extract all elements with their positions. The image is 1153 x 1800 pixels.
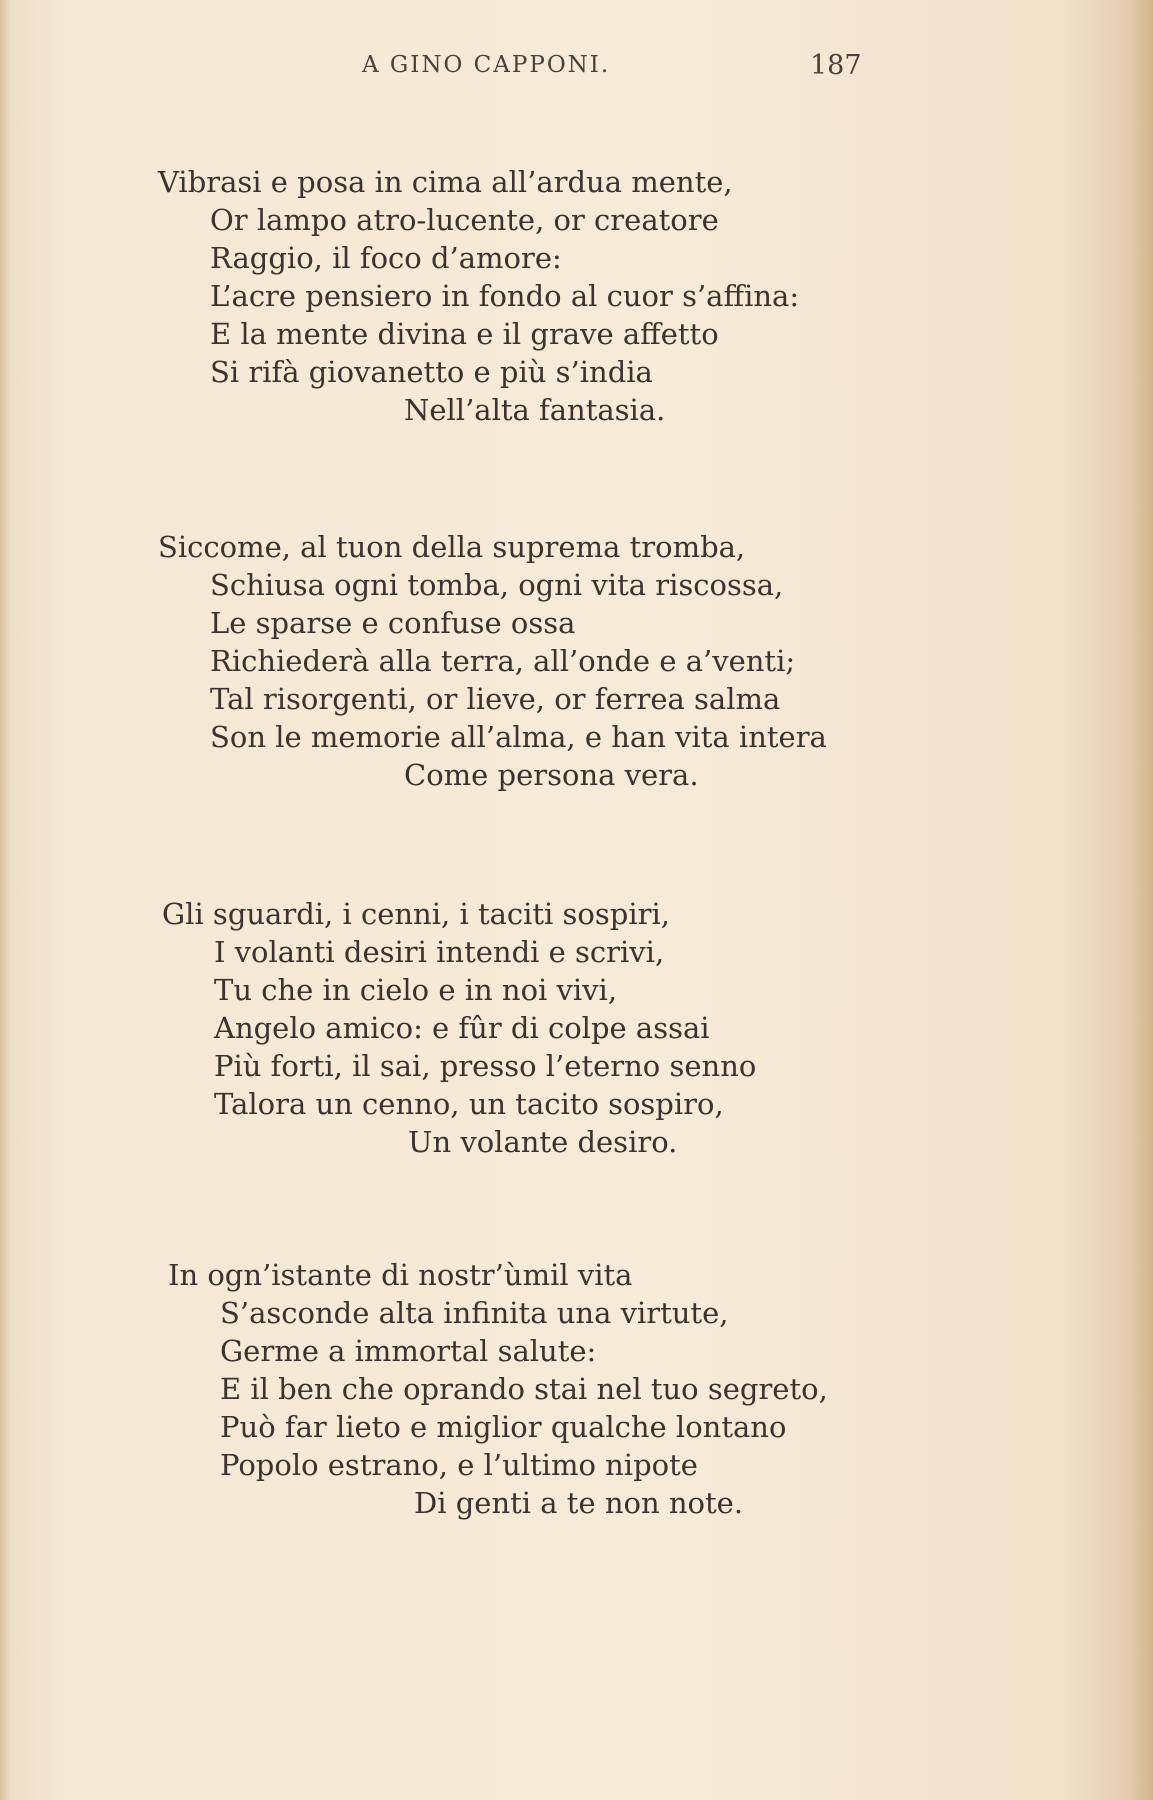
page-gutter-shadow: [0, 0, 10, 1800]
verse-line: Popolo estrano, e l’ultimo nipote: [220, 1448, 698, 1482]
verse-line: Le sparse e confuse ossa: [210, 606, 576, 640]
verse-line: Più forti, il sai, presso l’eterno senno: [214, 1049, 757, 1083]
verse-line: Raggio, il foco d’amore:: [210, 241, 562, 275]
verse-line: Siccome, al tuon della suprema tromba,: [158, 530, 746, 564]
stanza-4: [168, 1256, 988, 1522]
verse-line: L’acre pensiero in fondo al cuor s’affina:: [210, 279, 800, 313]
verse-line: In ogn’istante di nostr’ùmil vita: [168, 1258, 633, 1292]
stanza-1: [158, 163, 978, 429]
verse-line: Di genti a te non note.: [414, 1486, 744, 1520]
stanza-3: [162, 895, 982, 1161]
verse-line: S’asconde alta infinita una virtute,: [220, 1296, 729, 1330]
verse-line: Richiederà alla terra, all’onde e a’venti;: [210, 644, 796, 678]
verse-line: Germe a immortal salute:: [220, 1334, 597, 1368]
verse-line: Come persona vera.: [404, 758, 699, 792]
verse-line: Talora un cenno, un tacito sospiro,: [214, 1087, 724, 1121]
verse-line: Tu che in cielo e in noi vivi,: [214, 973, 618, 1007]
verse-line: Nell’alta fantasia.: [404, 393, 666, 427]
stanza-2: [158, 528, 978, 794]
page-number: 187: [810, 50, 862, 81]
page-edge-shadow: [1131, 0, 1153, 1800]
verse-line: E la mente divina e il grave affetto: [210, 317, 719, 351]
verse-line: Si rifà giovanetto e più s’india: [210, 355, 653, 389]
page-header: [0, 52, 1153, 92]
running-title: A GINO CAPPONI.: [362, 52, 611, 78]
verse-line: Tal risorgenti, or lieve, or ferrea salma: [210, 682, 781, 716]
verse-line: E il ben che oprando stai nel tuo segreto,: [220, 1372, 828, 1406]
verse-line: Son le memorie all’alma, e han vita intera: [210, 720, 827, 754]
verse-line: Or lampo atro-lucente, or creatore: [210, 203, 719, 237]
verse-line: Schiusa ogni tomba, ogni vita riscossa,: [210, 568, 784, 602]
verse-line: Un volante desiro.: [408, 1125, 678, 1159]
verse-line: Vibrasi e posa in cima all’ardua mente,: [158, 165, 733, 199]
verse-line: Gli sguardi, i cenni, i taciti sospiri,: [162, 897, 670, 931]
verse-line: Può far lieto e miglior qualche lontano: [220, 1410, 787, 1444]
verse-line: Angelo amico: e fûr di colpe assai: [214, 1011, 710, 1045]
verse-line: I volanti desiri intendi e scrivi,: [214, 935, 665, 969]
